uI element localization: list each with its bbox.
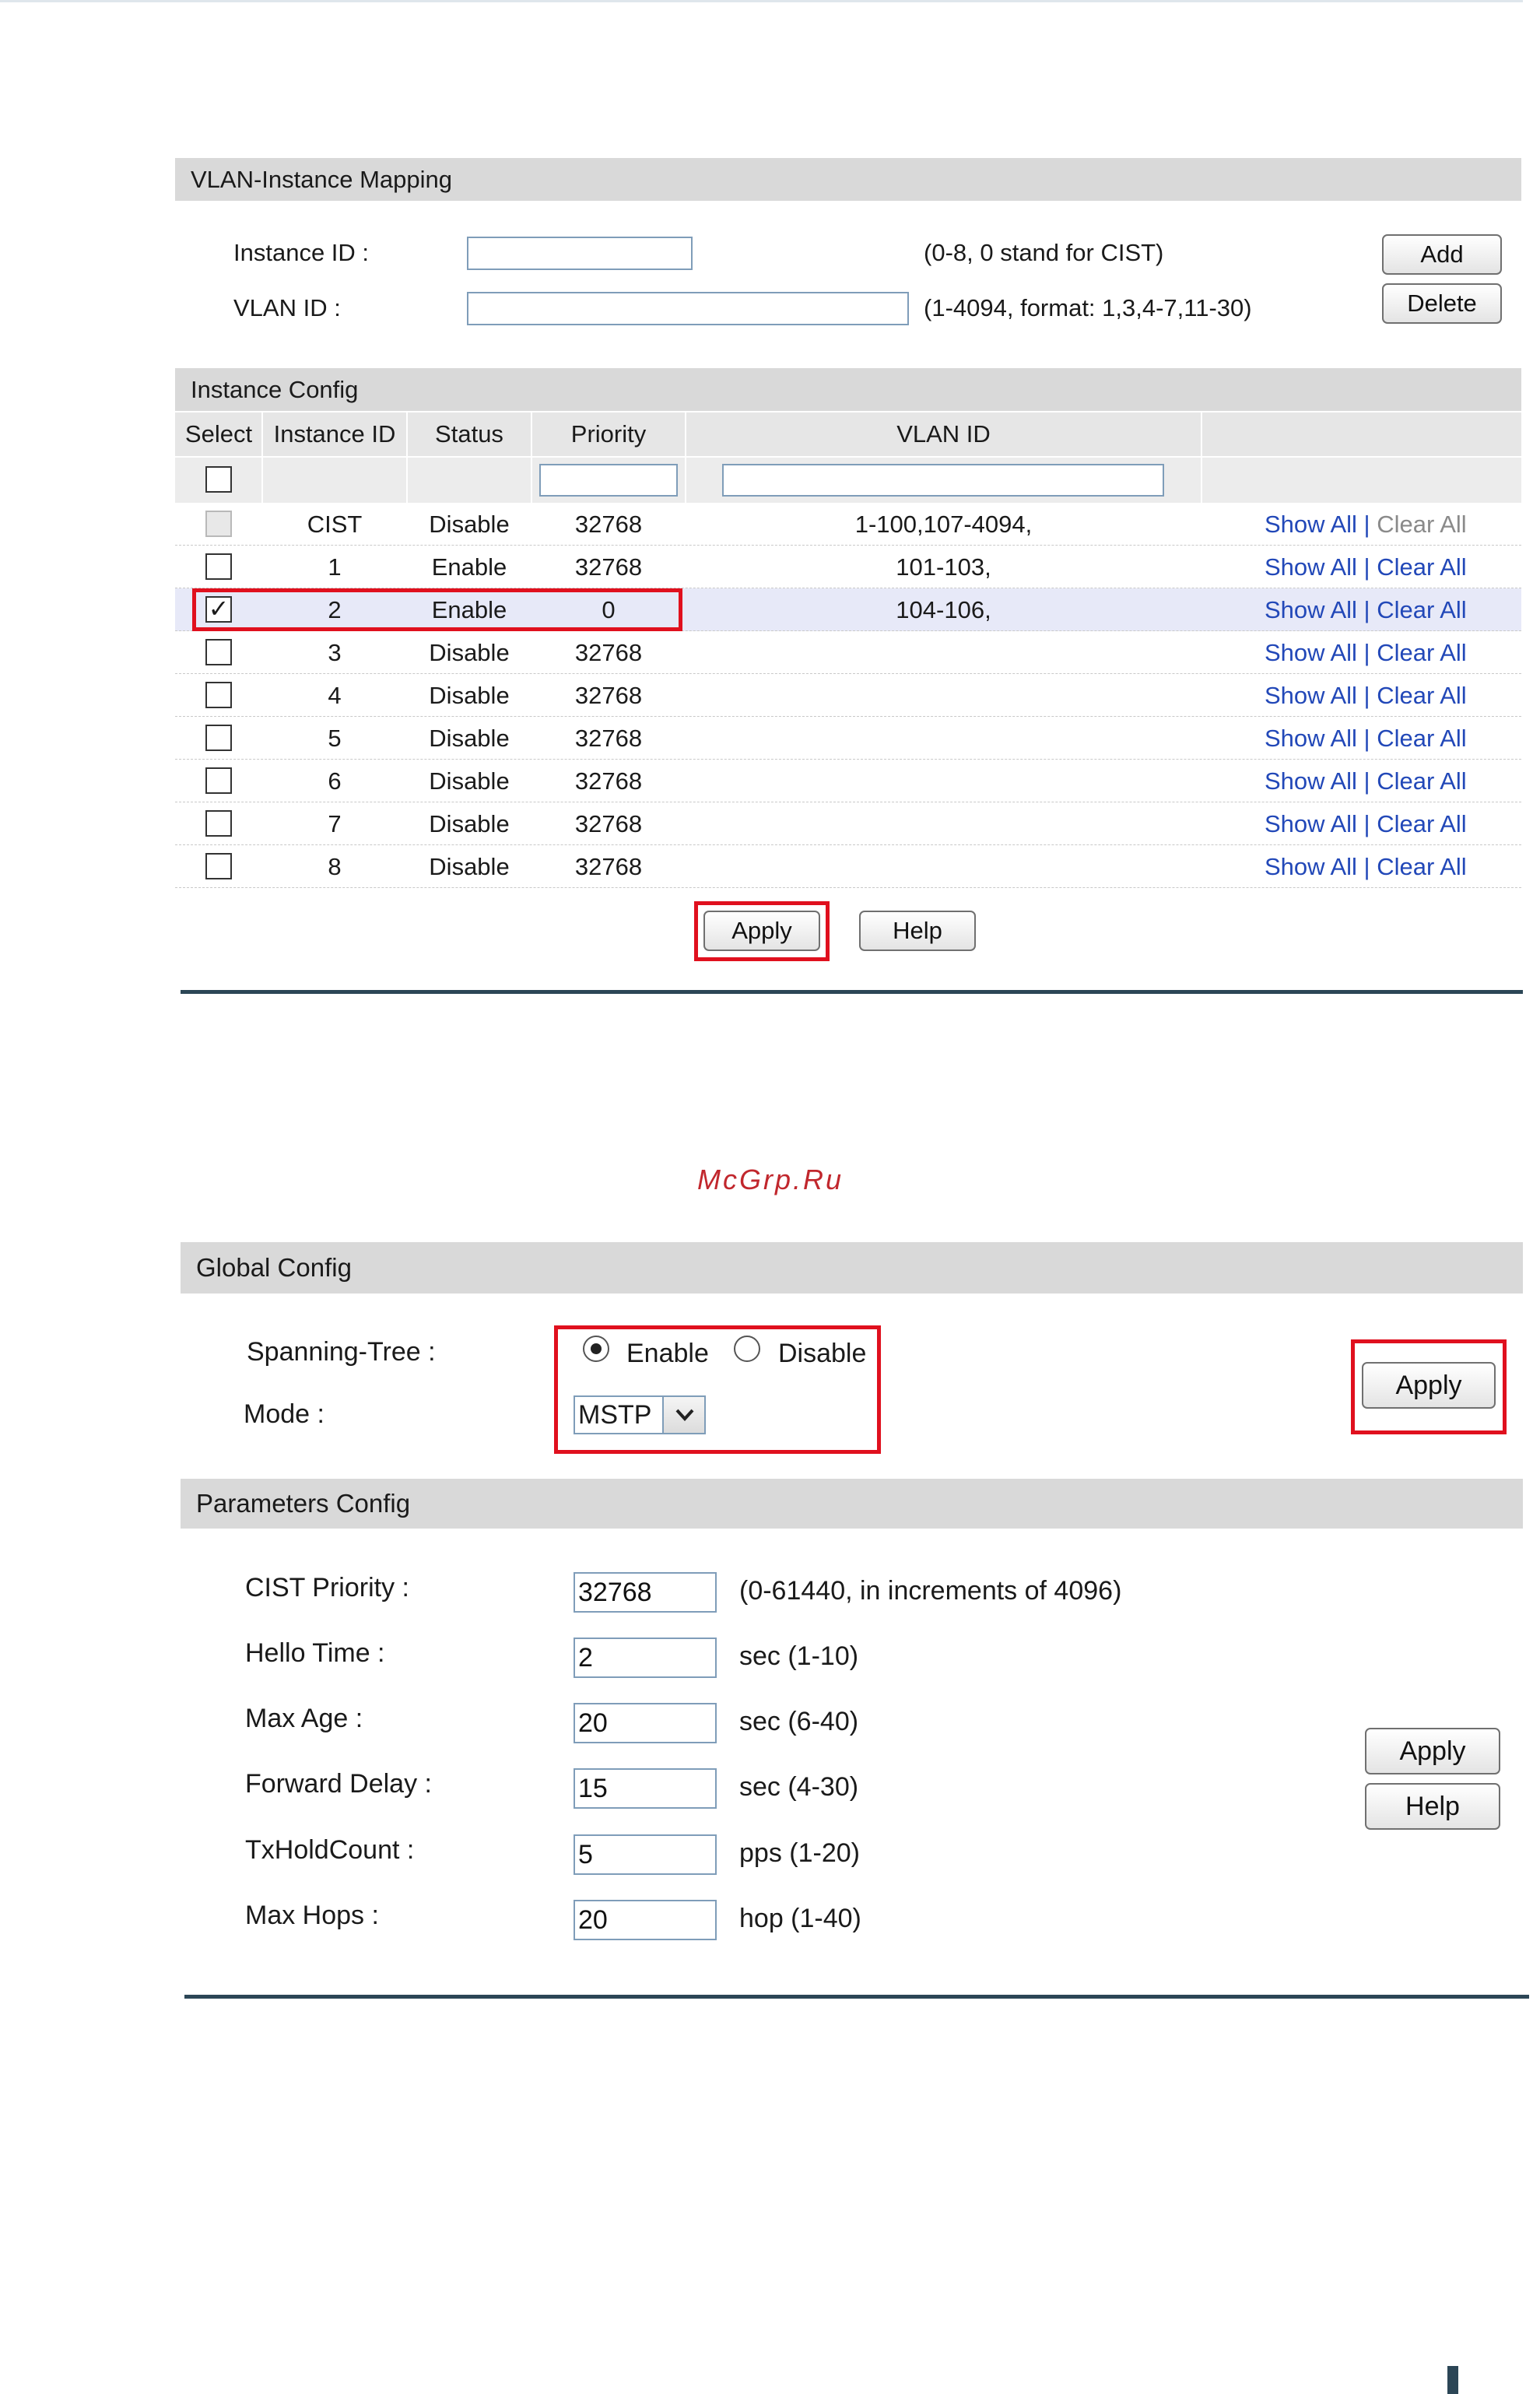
disable-label: Disable: [778, 1339, 867, 1368]
link-separator: |: [1363, 553, 1370, 581]
column-divider: [531, 412, 532, 503]
delete-button[interactable]: Delete: [1382, 283, 1502, 324]
col-vlan-id: VLAN ID: [896, 420, 991, 448]
parameters-config-header: Parameters Config: [181, 1479, 1523, 1529]
global-config-highlight-box: [554, 1325, 881, 1454]
row-status: Enable: [431, 596, 507, 623]
show-all-link[interactable]: Show All: [1265, 639, 1357, 666]
instance-id-input[interactable]: [467, 237, 693, 270]
priority-filter-input[interactable]: [539, 464, 678, 497]
column-divider: [261, 412, 263, 503]
show-all-link[interactable]: Show All: [1265, 725, 1357, 752]
row-priority: 32768: [574, 639, 643, 666]
link-separator: |: [1363, 725, 1370, 752]
vlan-filter-input[interactable]: [722, 464, 1164, 497]
parameters-apply-button[interactable]: Apply: [1365, 1728, 1500, 1774]
vlan-id-label: VLAN ID :: [233, 294, 341, 321]
row-checkbox[interactable]: [205, 553, 232, 580]
hello-time-label: Hello Time :: [245, 1638, 385, 1668]
show-all-link[interactable]: Show All: [1265, 596, 1357, 623]
row-checkbox[interactable]: [205, 511, 232, 537]
mode-select-value: MSTP: [578, 1400, 652, 1430]
hello-time-hint: sec (1-10): [739, 1641, 859, 1671]
instance-help-button[interactable]: Help: [859, 911, 976, 951]
instance-apply-button[interactable]: Apply: [703, 911, 820, 951]
section-divider: [181, 990, 1523, 994]
link-separator: |: [1363, 853, 1370, 880]
table-row: [175, 845, 1521, 888]
vlan-id-input[interactable]: [467, 292, 909, 325]
col-instance-id: Instance ID: [273, 420, 396, 448]
hello-time-input[interactable]: [574, 1638, 717, 1678]
row-highlight-box: [192, 588, 682, 631]
cist-priority-input[interactable]: [574, 1572, 717, 1613]
row-checkbox[interactable]: [205, 725, 232, 751]
row-vlan-id: 1-100,107-4094,: [854, 511, 1033, 538]
row-status: Disable: [429, 682, 510, 709]
link-separator: |: [1363, 682, 1370, 709]
row-status: Disable: [429, 725, 510, 752]
show-all-link[interactable]: Show All: [1265, 553, 1357, 581]
cist-priority-label: CIST Priority :: [245, 1573, 409, 1602]
show-all-link[interactable]: Show All: [1265, 682, 1357, 709]
row-status: Disable: [429, 767, 510, 795]
row-status: Disable: [429, 853, 510, 880]
row-checkbox[interactable]: [205, 853, 232, 879]
instance-config-header: Instance Config: [175, 368, 1521, 411]
global-config-header: Global Config: [181, 1242, 1523, 1294]
column-divider: [685, 412, 686, 503]
row-status: Disable: [429, 639, 510, 666]
clear-all-link[interactable]: Clear All: [1377, 639, 1467, 666]
txholdcount-input[interactable]: [574, 1834, 717, 1875]
max-hops-input[interactable]: [574, 1900, 717, 1940]
row-checkbox[interactable]: [205, 682, 232, 708]
table-row: [175, 631, 1521, 674]
spanning-tree-label: Spanning-Tree :: [247, 1337, 436, 1367]
global-apply-button[interactable]: Apply: [1362, 1362, 1496, 1409]
parameters-help-button[interactable]: Help: [1365, 1783, 1500, 1830]
link-separator: |: [1363, 639, 1370, 666]
row-vlan-id: 101-103,: [896, 553, 991, 581]
table-row: [175, 546, 1521, 588]
table-row: [175, 674, 1521, 717]
global-apply-highlight-box: [1351, 1339, 1507, 1434]
row-checkbox[interactable]: [205, 767, 232, 794]
show-all-link[interactable]: Show All: [1265, 511, 1357, 538]
vlan-mapping-header: VLAN-Instance Mapping: [175, 158, 1521, 201]
max-age-label: Max Age :: [245, 1704, 363, 1733]
watermark: McGrp.Ru: [696, 1164, 844, 1195]
row-instance-id: 8: [328, 853, 342, 880]
row-priority: 32768: [574, 853, 643, 880]
vlan-id-hint: (1-4094, format: 1,3,4-7,11-30): [924, 294, 1252, 321]
row-instance-id: 6: [328, 767, 342, 795]
col-priority: Priority: [570, 420, 647, 448]
row-checkbox[interactable]: [205, 639, 232, 665]
forward-delay-hint: sec (4-30): [739, 1772, 859, 1802]
max-age-input[interactable]: [574, 1703, 717, 1743]
cist-priority-hint: (0-61440, in increments of 4096): [739, 1576, 1122, 1606]
link-separator: |: [1363, 596, 1370, 623]
row-instance-id: 7: [328, 810, 342, 837]
clear-all-link[interactable]: Clear All: [1377, 682, 1467, 709]
row-instance-id: 1: [328, 553, 342, 581]
clear-all-link[interactable]: Clear All: [1377, 511, 1467, 538]
instance-id-hint: (0-8, 0 stand for CIST): [924, 239, 1164, 266]
show-all-link[interactable]: Show All: [1265, 767, 1357, 795]
row-status: Disable: [429, 810, 510, 837]
row-priority: 32768: [574, 767, 643, 795]
column-divider: [1201, 412, 1202, 503]
row-status: Disable: [429, 511, 510, 538]
link-separator: |: [1363, 810, 1370, 837]
row-priority: 0: [602, 596, 616, 623]
table-row: [175, 760, 1521, 802]
add-button[interactable]: Add: [1382, 234, 1502, 275]
show-all-link[interactable]: Show All: [1265, 853, 1357, 880]
row-checkbox[interactable]: [205, 810, 232, 837]
row-instance-id: 5: [328, 725, 342, 752]
select-all-checkbox[interactable]: [205, 466, 232, 493]
max-hops-label: Max Hops :: [245, 1901, 379, 1930]
clear-all-link[interactable]: Clear All: [1377, 767, 1467, 795]
clear-all-link[interactable]: Clear All: [1377, 596, 1467, 623]
row-priority: 32768: [574, 810, 643, 837]
forward-delay-input[interactable]: [574, 1768, 717, 1809]
row-status: Enable: [431, 553, 507, 581]
table-row: [175, 717, 1521, 760]
link-separator: |: [1363, 767, 1370, 795]
row-priority: 32768: [574, 511, 643, 538]
column-divider: [406, 412, 408, 503]
show-all-link[interactable]: Show All: [1265, 810, 1357, 837]
instance-id-label: Instance ID :: [233, 239, 370, 266]
table-row: [175, 802, 1521, 845]
row-priority: 32768: [574, 682, 643, 709]
max-hops-hint: hop (1-40): [739, 1904, 861, 1933]
txholdcount-hint: pps (1-20): [739, 1838, 860, 1868]
clear-all-link[interactable]: Clear All: [1377, 810, 1467, 837]
max-age-hint: sec (6-40): [739, 1707, 859, 1736]
forward-delay-label: Forward Delay :: [245, 1769, 432, 1799]
link-separator: |: [1363, 511, 1370, 538]
row-checkbox-checked[interactable]: ✓: [205, 596, 232, 623]
row-instance-id: 4: [328, 682, 342, 709]
row-vlan-id: 104-106,: [896, 596, 991, 623]
col-status: Status: [435, 420, 503, 448]
col-select: Select: [184, 420, 253, 448]
section-divider: [184, 1995, 1529, 1999]
row-instance-id: 2: [328, 596, 342, 623]
apply-highlight-box: [694, 901, 830, 961]
page-corner-mark: [1447, 2366, 1458, 2394]
row-priority: 32768: [574, 553, 643, 581]
row-instance-id: CIST: [307, 511, 363, 538]
clear-all-link[interactable]: Clear All: [1377, 725, 1467, 752]
mode-label: Mode :: [244, 1399, 324, 1429]
table-row: [175, 503, 1521, 546]
row-priority: 32768: [574, 725, 643, 752]
enable-label: Enable: [626, 1339, 709, 1368]
top-rule: [0, 0, 1523, 2]
clear-all-link[interactable]: Clear All: [1377, 853, 1467, 880]
row-instance-id: 3: [328, 639, 342, 666]
txholdcount-label: TxHoldCount :: [245, 1835, 415, 1865]
clear-all-link[interactable]: Clear All: [1377, 553, 1467, 581]
